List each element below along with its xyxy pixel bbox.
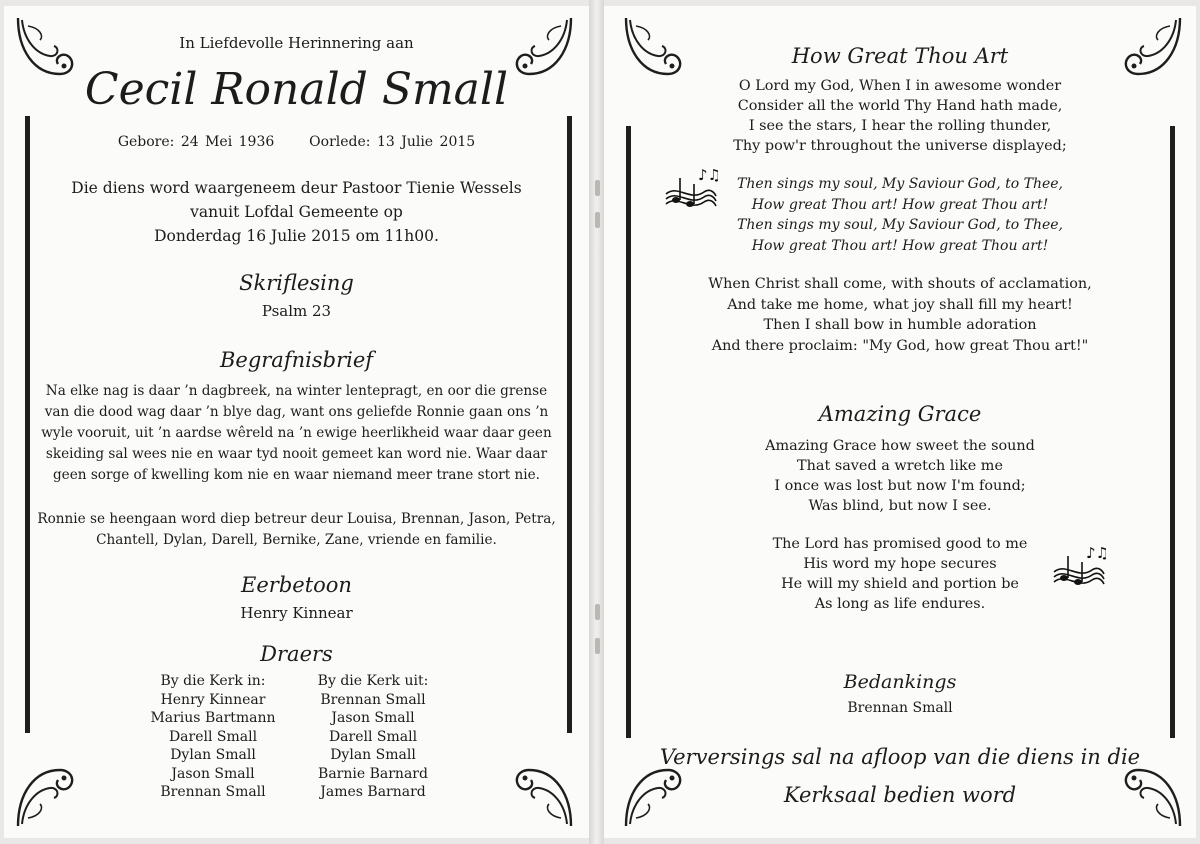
bearers-out-list — [298, 672, 448, 802]
mourners-text — [4, 509, 589, 551]
list-item: Dylan Small — [330, 747, 416, 763]
bearers-in-list — [138, 672, 288, 802]
letter-heading: Begrafnisbrief — [219, 348, 374, 372]
bearers-heading: Draers — [260, 642, 333, 666]
lyric-line: Then sings my soul, My Saviour God, to Thee, — [737, 217, 1063, 233]
service-line: vanuit Lofdal Gemeente op — [190, 203, 403, 221]
refreshments-line: Kerksaal bedien word — [783, 783, 1017, 807]
mourners-line: Ronnie se heengaan word diep betreur deur Louisa, Brennan, Jason, Petra, — [37, 511, 556, 527]
list-item: James Barnard — [320, 784, 426, 800]
letter-line: skeiding sal wees nie en waar tyd nooit gemeet kan word nie. Waar daar — [45, 446, 548, 462]
thanks-text: Brennan Small — [847, 700, 953, 716]
hymn2-title: Amazing Grace — [818, 402, 982, 426]
lyric-line: And take me home, what joy shall fill my heart! — [727, 296, 1073, 313]
deceased-name: Cecil Ronald Small — [84, 64, 509, 115]
staple — [595, 604, 600, 620]
list-item: Henry Kinnear — [160, 691, 266, 708]
lyric-line: As long as life endures. — [814, 596, 986, 612]
list-item: Darell Small — [328, 728, 418, 745]
lyric-line: He will my shield and portion be — [781, 576, 1019, 592]
hymn1-title: How Great Thou Art — [791, 44, 1009, 68]
service-line: Donderdag 16 Julie 2015 om 11h00. — [154, 227, 439, 245]
lyric-line: Was blind, but now I see. — [808, 498, 992, 514]
ornament-swirl-icon — [14, 764, 80, 830]
service-line: Die diens word waargeneem deur Pastoor Tienie Wessels — [71, 179, 522, 197]
refreshments-line: Verversings sal na afloop van die diens in die — [659, 745, 1141, 769]
staple — [595, 180, 600, 196]
bearers-out-label: By die Kerk uit: — [317, 673, 429, 689]
lyric-line: And there proclaim: "My God, how great Thou art!" — [711, 337, 1089, 354]
hymn1-verse2 — [604, 274, 1196, 356]
tribute-heading: Eerbetoon — [241, 573, 352, 597]
list-item: Jason Small — [171, 765, 255, 782]
hymn2-verse2 — [604, 534, 1196, 614]
lyric-line: How great Thou art! How great Thou art! — [751, 196, 1049, 213]
death-date: Oorlede: 13 Julie 2015 — [309, 134, 476, 150]
lyric-line: Consider all the world Thy Hand hath made, — [737, 98, 1063, 114]
lyric-line: Amazing Grace how sweet the sound — [765, 438, 1035, 454]
page-fold — [589, 0, 604, 844]
intro-text: In Liefdevolle Herinnering aan — [179, 34, 414, 52]
letter-text — [4, 381, 589, 486]
bearers-in-label: By die Kerk in: — [160, 673, 266, 689]
birth-date: Gebore: 24 Mei 1936 — [117, 134, 275, 150]
reading-text: Psalm 23 — [261, 302, 332, 320]
reading-heading: Skriflesing — [239, 271, 354, 295]
lyric-line: Then I shall bow in humble adoration — [763, 317, 1037, 333]
left-page — [4, 6, 589, 838]
lyric-line: The Lord has promised good to me — [772, 536, 1028, 552]
service-info — [4, 176, 589, 248]
lyric-line: His word my hope secures — [803, 556, 997, 572]
ornament-swirl-icon — [509, 764, 575, 830]
thanks-heading: Bedankings — [843, 671, 957, 693]
lyric-line: O Lord my God, When I in awesome wonder — [738, 78, 1062, 94]
letter-line: wyle vooruit, uit ’n aardse wêreld na ’n ewige heerlikheid waar daar geen — [41, 425, 552, 441]
list-item: Darell Small — [168, 728, 258, 745]
lyric-line: I once was lost but now I'm found; — [774, 478, 1026, 494]
refreshments-note — [604, 738, 1196, 814]
list-item: Dylan Small — [170, 747, 256, 763]
mourners-line: Chantell, Dylan, Darell, Bernike, Zane, vriende en familie. — [96, 532, 497, 548]
letter-line: van die dood wag daar ’n blye dag, want ons geliefde Ronnie gaan ons ’n — [44, 404, 549, 420]
staple — [595, 212, 600, 228]
lyric-line: Thy pow'r throughout the universe displayed; — [733, 138, 1067, 154]
list-item: Brennan Small — [160, 784, 266, 800]
list-item: Marius Bartmann — [150, 710, 276, 726]
tribute-text: Henry Kinnear — [240, 604, 353, 622]
lyric-line: Then sings my soul, My Saviour God, to Thee, — [737, 176, 1063, 192]
lyric-line: I see the stars, I hear the rolling thunder, — [748, 118, 1052, 134]
letter-line: geen sorge of kwelling kom nie en waar niemand meer trane stort nie. — [52, 467, 541, 483]
lyric-line: That saved a wretch like me — [797, 458, 1003, 474]
hymn1-verse — [604, 76, 1196, 156]
hymn1-chorus — [604, 174, 1196, 256]
right-page — [604, 6, 1196, 838]
lyric-line: When Christ shall come, with shouts of acclamation, — [708, 276, 1092, 292]
list-item: Jason Small — [331, 710, 415, 726]
hymn2-verse1 — [604, 436, 1196, 516]
list-item: Brennan Small — [320, 691, 426, 708]
lyric-line: How great Thou art! How great Thou art! — [751, 237, 1049, 254]
dates — [4, 134, 589, 150]
staple — [595, 638, 600, 654]
list-item: Barnie Barnard — [318, 765, 428, 782]
letter-line: Na elke nag is daar ’n dagbreek, na winter lentepragt, en oor die grense — [45, 383, 548, 399]
